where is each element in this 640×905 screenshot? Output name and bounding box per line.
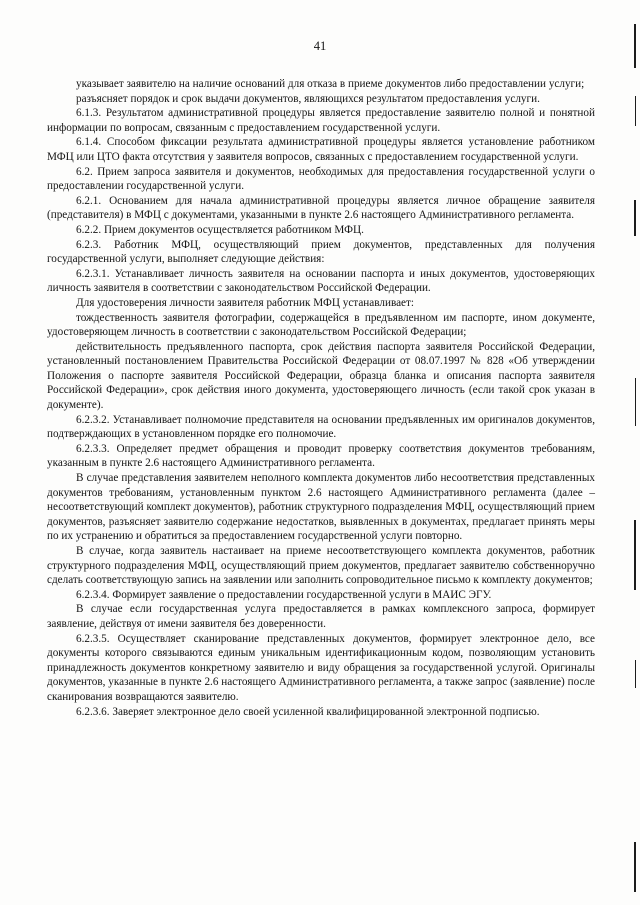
paragraph-photo-identity: тождественность заявителя фотографии, содержащейся в предъявленном им паспорте, ином документе, удостоверяющем личность в соответствии с законодательством Российской Федерации; <box>47 311 595 339</box>
paragraph-6-1-3: 6.1.3. Результатом административной процедуры является предоставление заявителю полной и понятной информации по вопросам, связанным с предоставлением государственной услуги. <box>47 107 595 134</box>
paragraph-issue-order: разъясняет порядок и срок выдачи документов, являющихся результатом предоставления услуги. <box>76 92 540 105</box>
page-number: 41 <box>313 39 327 53</box>
paragraph-incomplete-documents: В случае представления заявителем неполного комплекта документов либо несоответствия представленных документов требованиям, установленным пунктом 2.6 настоящего Административного регламента (далее – несоответствующий комплект документов), работник структурного подразделения МФЦ, осуществляющий прием документов, разъясняет заявителю содержание недостатков, выявленных в документах, предлагает принять меры по их устранению и обратиться за предоставлением государственной услуги повторно. <box>47 472 595 543</box>
scan-edge-mark <box>635 96 636 126</box>
paragraph-6-2-3-4: 6.2.3.4. Формирует заявление о предоставлении государственной услуги в МАИС ЭГУ. <box>76 588 492 601</box>
scan-edge-mark <box>634 24 636 68</box>
paragraph-6-2-2: 6.2.2. Прием документов осуществляется работником МФЦ. <box>76 223 364 236</box>
paragraph-refusal-grounds: указывает заявителю на наличие оснований для отказа в приеме документов либо предоставлении услуги; <box>76 78 585 90</box>
scan-edge-mark <box>634 842 636 892</box>
paragraph-6-2-3: 6.2.3. Работник МФЦ, осуществляющий прием документов, представленных для получения государственной услуги, выполняет следующие действия: <box>47 238 595 266</box>
paragraph-6-2-3-3: 6.2.3.3. Определяет предмет обращения и проводит проверку соответствия документов требованиям, указанным в пункте 2.6 настоящего Административного регламента. <box>47 442 595 470</box>
scan-edge-mark <box>634 200 636 236</box>
scan-edge-mark <box>635 660 636 688</box>
paragraph-6-2-3-1: 6.2.3.1. Устанавливает личность заявителя на основании паспорта и иных документов, удостоверяющих личность заявителя в соответствии с законодательством Российской Федерации. <box>47 267 595 295</box>
paragraph-6-2-3-2: 6.2.3.2. Устанавливает полномочие представителя на основании предъявленных им оригиналов документов, подтверждающих в установленном порядке его полномочие. <box>47 413 595 441</box>
paragraph-passport-validity: действительность предъявленного паспорта, срок действия паспорта заявителя Российской Федерации, установленный постановлением Правительства Российской Федерации от 08.07.1997 № 828 «Об утверждении Положения о паспорте заявителя Российской Федерации, образца бланка и описания паспорта заявителя Российской Федерации», срок действия иного документа, удостоверяющего личность (если такой срок указан в документе). <box>47 340 595 412</box>
scan-edge-mark <box>635 378 636 426</box>
paragraph-applicant-insists: В случае, когда заявитель настаивает на приеме несоответствующего комплекта документов, работник структурного подразделения МФЦ, осуществляющий прием документов, предлагает заявителю собственноручно сделать соответствующую запись на заявлении или заполнить сопроводительное письмо к комплекту документов; <box>47 545 595 587</box>
document-body <box>47 77 595 719</box>
paragraph-6-2: 6.2. Прием запроса заявителя и документов, необходимых для предоставления государственной услуги о предоставлении государственной услуги. <box>47 165 595 193</box>
paragraph-6-2-1: 6.2.1. Основанием для начала административной процедуры является личное обращение заявителя (представителя) в МФЦ с документами, указанными в пункте 2.6 настоящего Административного регламента. <box>47 194 595 222</box>
paragraph-6-2-3-5: 6.2.3.5. Осуществляет сканирование представленных документов, формирует электронное дело, все документы которого связываются единым уникальным идентификационным кодом, позволяющим установить принадлежность документов конкретному заявителю и виду обращения за государственной услугой. Оригиналы документов, указанные в пункте 2.6 настоящего Административного регламента, а также запрос (заявление) после сканирования возвращаются заявителю. <box>47 632 595 703</box>
paragraph-6-1-4: 6.1.4. Способом фиксации результата административной процедуры является установление работником МФЦ или ЦТО факта отсутствия у заявителя вопросов, связанных с предоставлением государственной услуги. <box>47 136 595 163</box>
scan-edge-mark <box>634 520 636 590</box>
paragraph-6-2-3-6: 6.2.3.6. Заверяет электронное дело своей усиленной квалифицированной электронной подписью. <box>76 705 540 718</box>
paragraph-complex-request: В случае если государственная услуга предоставляется в рамках комплексного запроса, формирует заявление, действуя от имени заявителя без доверенности. <box>47 603 595 630</box>
paragraph-identity-check: Для удостоверения личности заявителя работник МФЦ устанавливает: <box>76 296 415 309</box>
